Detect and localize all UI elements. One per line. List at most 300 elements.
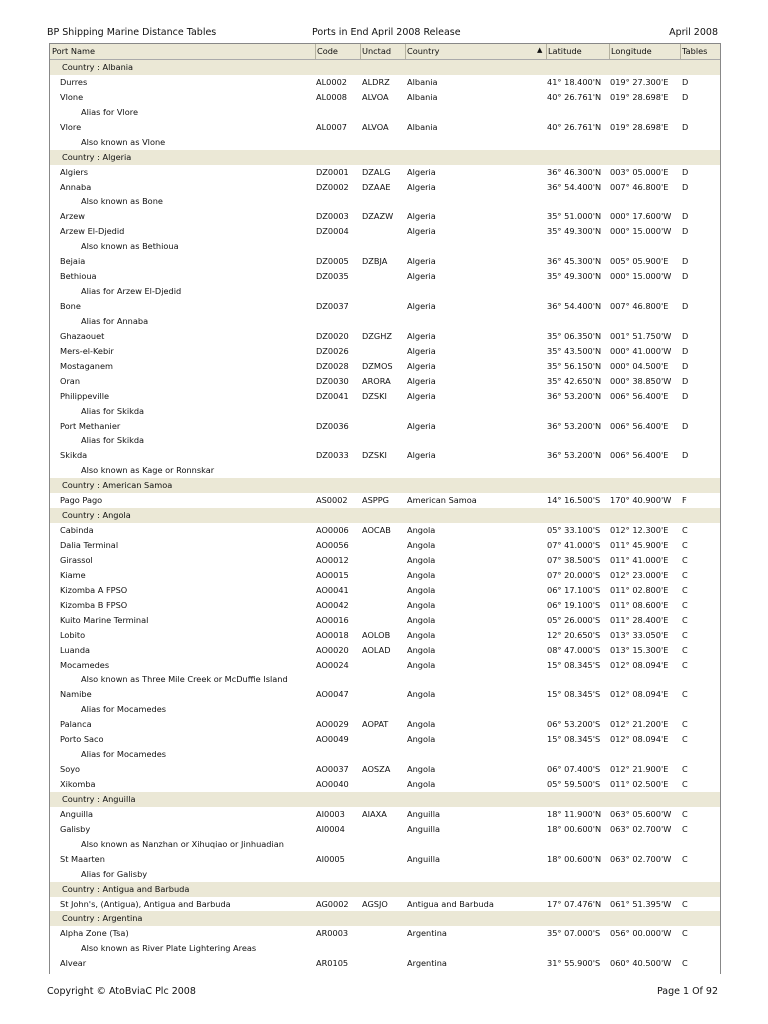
- port-row[interactable]: [50, 732, 720, 747]
- port-name-cell: Alpha Zone (Tsa): [60, 928, 129, 939]
- longitude-cell: 013° 15.300'E: [610, 644, 669, 655]
- unctad-cell: DZBJA: [362, 256, 388, 267]
- port-name-cell: Alvear: [60, 958, 87, 969]
- latitude-cell: 12° 20.650'S: [547, 629, 601, 640]
- code-cell: DZ0041: [316, 390, 349, 401]
- country-cell: Angola: [407, 629, 436, 640]
- port-row[interactable]: [50, 344, 720, 359]
- code-cell: DZ0033: [316, 450, 349, 461]
- tables-cell: C: [682, 764, 688, 775]
- column-header-latitude[interactable]: Latitude: [548, 46, 582, 56]
- country-cell: Anguilla: [407, 823, 441, 834]
- code-cell: DZ0037: [316, 301, 349, 311]
- country-cell: Algeria: [407, 450, 436, 461]
- country-cell: Angola: [407, 644, 436, 655]
- country-group-header[interactable]: [50, 792, 720, 807]
- alias-row[interactable]: [50, 463, 720, 478]
- port-name-cell: Soyo: [60, 764, 81, 775]
- port-name-cell: Kuito Marine Terminal: [60, 614, 149, 625]
- tables-cell: D: [682, 375, 689, 386]
- port-row[interactable]: [50, 448, 720, 463]
- country-cell: Algeria: [407, 271, 436, 282]
- tables-cell: D: [682, 345, 689, 356]
- latitude-cell: 07° 41.000'S: [547, 540, 601, 550]
- latitude-cell: 36° 54.400'N: [547, 181, 602, 192]
- tables-cell: C: [682, 584, 688, 595]
- port-name-cell: Bejaia: [60, 256, 86, 267]
- country-cell: Angola: [407, 554, 436, 565]
- longitude-cell: 063° 02.700'W: [610, 853, 672, 864]
- port-name-cell: Algiers: [60, 166, 89, 177]
- alias-row[interactable]: [50, 702, 720, 717]
- longitude-cell: 012° 08.094'E: [610, 734, 669, 745]
- latitude-cell: 18° 00.600'N: [547, 853, 602, 864]
- column-divider[interactable]: [405, 44, 406, 59]
- longitude-cell: 012° 08.094'E: [610, 659, 669, 670]
- latitude-cell: 36° 54.400'N: [547, 301, 602, 311]
- port-name-cell: Dalia Terminal: [60, 540, 119, 550]
- column-divider[interactable]: [609, 44, 610, 59]
- tables-cell: D: [682, 256, 689, 267]
- country-cell: Albania: [407, 121, 438, 132]
- column-header-code[interactable]: Code: [317, 46, 338, 56]
- code-cell: DZ0030: [316, 375, 349, 386]
- alias-note: Alias for Annaba: [81, 315, 149, 326]
- sort-ascending-icon: ▲: [537, 46, 543, 54]
- unctad-cell: DZSKI: [362, 450, 387, 461]
- country-cell: Anguilla: [407, 853, 441, 864]
- latitude-cell: 15° 08.345'S: [547, 734, 601, 745]
- country-cell: Algeria: [407, 375, 436, 386]
- longitude-cell: 006° 56.400'E: [610, 390, 669, 401]
- tables-cell: C: [682, 614, 688, 625]
- latitude-cell: 14° 16.500'S: [547, 495, 601, 506]
- longitude-cell: 013° 33.050'E: [610, 629, 669, 640]
- country-cell: Angola: [407, 540, 436, 550]
- unctad-cell: DZAAE: [362, 181, 391, 192]
- longitude-cell: 011° 08.600'E: [610, 599, 669, 610]
- longitude-cell: 012° 08.094'E: [610, 689, 669, 700]
- longitude-cell: 000° 38.850'W: [610, 375, 672, 386]
- unctad-cell: ARORA: [362, 375, 391, 386]
- latitude-cell: 18° 11.900'N: [547, 808, 602, 819]
- latitude-cell: 35° 56.150'N: [547, 360, 602, 371]
- country-group-header[interactable]: [50, 911, 720, 926]
- tables-cell: C: [682, 779, 688, 789]
- country-cell: Angola: [407, 525, 436, 536]
- port-name-cell: Philippeville: [60, 390, 110, 401]
- code-cell: AO0018: [316, 629, 349, 640]
- port-row[interactable]: [50, 568, 720, 583]
- longitude-cell: 019° 28.698'E: [610, 91, 669, 102]
- alias-row[interactable]: [50, 314, 720, 329]
- tables-cell: C: [682, 525, 688, 536]
- alias-row[interactable]: [50, 747, 720, 762]
- column-divider[interactable]: [546, 44, 547, 59]
- port-row[interactable]: [50, 329, 720, 344]
- longitude-cell: 000° 17.600'W: [610, 211, 672, 222]
- country-group-header[interactable]: [50, 478, 720, 493]
- port-row[interactable]: [50, 75, 720, 90]
- port-name-cell: Pago Pago: [60, 495, 103, 506]
- code-cell: AO0015: [316, 569, 349, 580]
- port-name-cell: Vlone: [60, 91, 84, 102]
- page-number: Page 1 Of 92: [656, 986, 718, 997]
- tables-cell: C: [682, 823, 688, 834]
- column-header-port-name[interactable]: Port Name: [52, 46, 95, 56]
- country-group-header[interactable]: [50, 882, 720, 897]
- country-cell: American Samoa: [407, 495, 477, 506]
- unctad-cell: AOSZA: [362, 764, 391, 775]
- country-group-header[interactable]: [50, 60, 720, 75]
- longitude-cell: 012° 23.000'E: [610, 569, 669, 580]
- port-name-cell: Porto Saco: [60, 734, 104, 745]
- port-row[interactable]: [50, 553, 720, 568]
- code-cell: AS0002: [316, 495, 348, 506]
- country-cell: Angola: [407, 599, 436, 610]
- country-cell: Angola: [407, 689, 436, 700]
- code-cell: DZ0001: [316, 166, 349, 177]
- country-group-label: Country : Albania: [62, 62, 134, 72]
- latitude-cell: 36° 46.300'N: [547, 166, 602, 177]
- port-name-cell: Lobito: [60, 629, 86, 640]
- longitude-cell: 007° 46.800'E: [610, 301, 669, 311]
- unctad-cell: DZAZW: [362, 211, 394, 222]
- tables-cell: C: [682, 599, 688, 610]
- column-header-tables[interactable]: Tables: [682, 46, 708, 56]
- tables-cell: C: [682, 554, 688, 565]
- unctad-cell: AGSJO: [362, 898, 388, 909]
- latitude-cell: 18° 00.600'N: [547, 823, 602, 834]
- tables-cell: D: [682, 450, 689, 461]
- alias-note: Also known as Three Mile Creek or McDuffie Island: [81, 674, 288, 685]
- longitude-cell: 000° 15.000'W: [610, 226, 672, 237]
- alias-note: Alias for Galisby: [81, 868, 148, 879]
- column-header-country[interactable]: Country: [407, 46, 440, 56]
- column-header-longitude[interactable]: Longitude: [611, 46, 652, 56]
- port-row[interactable]: [50, 538, 720, 553]
- country-cell: Algeria: [407, 181, 436, 192]
- country-cell: Argentina: [407, 958, 447, 969]
- port-row[interactable]: [50, 359, 720, 374]
- port-row[interactable]: [50, 807, 720, 822]
- tables-cell: D: [682, 76, 689, 87]
- tables-cell: D: [682, 211, 689, 222]
- tables-cell: D: [682, 166, 689, 177]
- country-group-label: Country : Anguilla: [62, 793, 136, 804]
- port-row[interactable]: [50, 658, 720, 673]
- latitude-cell: 06° 17.100'S: [547, 584, 601, 595]
- country-cell: Angola: [407, 584, 436, 595]
- port-row[interactable]: [50, 165, 720, 180]
- longitude-cell: 061° 51.395'W: [610, 898, 672, 909]
- port-row[interactable]: [50, 269, 720, 284]
- country-group-label: Country : American Samoa: [62, 480, 173, 491]
- alias-row[interactable]: [50, 284, 720, 299]
- alias-note: Also known as Bethioua: [81, 241, 179, 252]
- code-cell: AO0037: [316, 764, 349, 775]
- tables-cell: C: [682, 853, 688, 864]
- port-name-cell: Palanca: [60, 719, 92, 730]
- tables-cell: C: [682, 808, 688, 819]
- port-row[interactable]: [50, 254, 720, 269]
- tables-cell: D: [682, 91, 689, 102]
- alias-row[interactable]: [50, 105, 720, 120]
- port-row[interactable]: [50, 374, 720, 389]
- latitude-cell: 40° 26.761'N: [547, 121, 602, 132]
- tables-cell: F: [682, 495, 687, 506]
- latitude-cell: 15° 08.345'S: [547, 659, 601, 670]
- country-cell: Algeria: [407, 330, 436, 341]
- tables-cell: D: [682, 330, 689, 341]
- country-cell: Algeria: [407, 166, 436, 177]
- country-cell: Algeria: [407, 226, 436, 237]
- alias-note: Also known as River Plate Lightering Areas: [81, 943, 257, 954]
- port-row[interactable]: [50, 224, 720, 239]
- latitude-cell: 08° 47.000'S: [547, 644, 601, 655]
- country-cell: Anguilla: [407, 808, 441, 819]
- alias-row[interactable]: [50, 135, 720, 150]
- longitude-cell: 060° 40.500'W: [610, 958, 672, 969]
- latitude-cell: 40° 26.761'N: [547, 91, 602, 102]
- port-row[interactable]: [50, 762, 720, 777]
- port-name-cell: Kizomba B FPSO: [60, 599, 128, 610]
- port-row[interactable]: [50, 523, 720, 538]
- port-row[interactable]: [50, 209, 720, 224]
- country-group-label: Country : Antigua and Barbuda: [62, 883, 190, 894]
- port-row[interactable]: [50, 628, 720, 643]
- code-cell: AO0006: [316, 525, 349, 536]
- code-cell: DZ0005: [316, 256, 349, 267]
- alias-row[interactable]: [50, 941, 720, 956]
- longitude-cell: 006° 56.400'E: [610, 450, 669, 461]
- code-cell: AI0003: [316, 808, 345, 819]
- port-name-cell: Mostaganem: [60, 360, 113, 371]
- alias-note: Alias for Mocamedes: [81, 704, 167, 715]
- longitude-cell: 005° 05.900'E: [610, 256, 669, 267]
- unctad-cell: DZALG: [362, 166, 391, 177]
- latitude-cell: 06° 19.100'S: [547, 599, 601, 610]
- unctad-cell: ALVOA: [362, 121, 389, 132]
- port-row[interactable]: [50, 389, 720, 404]
- column-divider[interactable]: [315, 44, 316, 59]
- port-name-cell: Luanda: [60, 644, 91, 655]
- port-row[interactable]: [50, 299, 720, 314]
- port-row[interactable]: [50, 822, 720, 837]
- longitude-cell: 019° 28.698'E: [610, 121, 669, 132]
- tables-cell: C: [682, 659, 688, 670]
- longitude-cell: 011° 28.400'E: [610, 614, 669, 625]
- longitude-cell: 011° 02.800'E: [610, 584, 669, 595]
- latitude-cell: 17° 07.476'N: [547, 898, 602, 909]
- port-name-cell: Bone: [60, 301, 81, 311]
- latitude-cell: 06° 07.400'S: [547, 764, 601, 775]
- code-cell: DZ0036: [316, 420, 349, 431]
- release-title: Ports in End April 2008 Release: [312, 27, 461, 38]
- port-row[interactable]: [50, 956, 720, 971]
- longitude-cell: 012° 21.200'E: [610, 719, 669, 730]
- code-cell: AO0056: [316, 540, 349, 550]
- port-row[interactable]: [50, 90, 720, 105]
- latitude-cell: 35° 06.350'N: [547, 330, 602, 341]
- table-header: [50, 43, 720, 60]
- port-row[interactable]: [50, 493, 720, 508]
- alias-row[interactable]: [50, 672, 720, 687]
- tables-cell: D: [682, 121, 689, 132]
- tables-cell: D: [682, 226, 689, 237]
- longitude-cell: 000° 04.500'E: [610, 360, 669, 371]
- longitude-cell: 000° 15.000'W: [610, 271, 672, 282]
- port-name-cell: Cabinda: [60, 525, 94, 536]
- alias-row[interactable]: [50, 194, 720, 209]
- unctad-cell: DZSKI: [362, 390, 387, 401]
- release-date: April 2008: [669, 27, 718, 38]
- alias-row[interactable]: [50, 239, 720, 254]
- country-cell: Algeria: [407, 211, 436, 222]
- ports-table: [49, 43, 721, 974]
- page-footer: [47, 986, 718, 1000]
- longitude-cell: 006° 56.400'E: [610, 420, 669, 431]
- latitude-cell: 07° 20.000'S: [547, 569, 601, 580]
- column-header-unctad[interactable]: Unctad: [362, 46, 392, 56]
- port-row[interactable]: [50, 852, 720, 867]
- longitude-cell: 012° 21.900'E: [610, 764, 669, 775]
- port-name-cell: St Maarten: [60, 853, 105, 864]
- port-row[interactable]: [50, 120, 720, 135]
- alias-row[interactable]: [50, 433, 720, 448]
- alias-row[interactable]: [50, 837, 720, 852]
- unctad-cell: ASPPG: [362, 495, 390, 506]
- port-row[interactable]: [50, 777, 720, 792]
- latitude-cell: 35° 07.000'S: [547, 928, 601, 939]
- code-cell: DZ0026: [316, 345, 349, 356]
- port-row[interactable]: [50, 717, 720, 732]
- latitude-cell: 05° 33.100'S: [547, 525, 601, 536]
- country-cell: Angola: [407, 659, 436, 670]
- longitude-cell: 056° 00.000'W: [610, 928, 672, 939]
- country-cell: Angola: [407, 569, 436, 580]
- code-cell: AO0020: [316, 644, 349, 655]
- country-cell: Algeria: [407, 345, 436, 356]
- latitude-cell: 07° 38.500'S: [547, 554, 601, 565]
- code-cell: DZ0003: [316, 211, 349, 222]
- country-cell: Angola: [407, 614, 436, 625]
- alias-note: Alias for Vlore: [81, 106, 139, 117]
- code-cell: AL0002: [316, 76, 347, 87]
- code-cell: AO0042: [316, 599, 349, 610]
- port-name-cell: Kiame: [60, 569, 86, 580]
- port-name-cell: Namibe: [60, 689, 92, 700]
- port-name-cell: Arzew El-Djedid: [60, 226, 125, 237]
- longitude-cell: 063° 05.600'W: [610, 808, 672, 819]
- country-cell: Angola: [407, 734, 436, 745]
- port-name-cell: St John's, (Antigua), Antigua and Barbuda: [60, 898, 231, 909]
- port-row[interactable]: [50, 687, 720, 702]
- code-cell: AR0105: [316, 958, 349, 969]
- tables-cell: C: [682, 644, 688, 655]
- country-cell: Algeria: [407, 360, 436, 371]
- tables-cell: C: [682, 629, 688, 640]
- alias-row[interactable]: [50, 867, 720, 882]
- port-name-cell: Ghazaouet: [60, 330, 105, 341]
- code-cell: DZ0028: [316, 360, 349, 371]
- longitude-cell: 019° 27.300'E: [610, 76, 669, 87]
- code-cell: AI0005: [316, 853, 345, 864]
- tables-cell: D: [682, 390, 689, 401]
- latitude-cell: 36° 45.300'N: [547, 256, 602, 267]
- document-title: BP Shipping Marine Distance Tables: [47, 27, 217, 38]
- code-cell: DZ0002: [316, 181, 349, 192]
- longitude-cell: 003° 05.000'E: [610, 166, 669, 177]
- alias-note: Also known as Nanzhan or Xihuqiao or Jinhuadian: [81, 838, 284, 849]
- port-row[interactable]: [50, 897, 720, 912]
- tables-cell: D: [682, 420, 689, 431]
- page-header: [47, 27, 718, 41]
- alias-note: Alias for Arzew El-Djedid: [81, 286, 182, 297]
- column-divider[interactable]: [360, 44, 361, 59]
- latitude-cell: 06° 53.200'S: [547, 719, 601, 730]
- country-group-label: Country : Angola: [62, 510, 131, 521]
- port-name-cell: Xikomba: [60, 779, 96, 789]
- port-name-cell: Skikda: [60, 450, 88, 461]
- code-cell: AR0003: [316, 928, 349, 939]
- tables-cell: D: [682, 360, 689, 371]
- port-row[interactable]: [50, 598, 720, 613]
- port-name-cell: Mers-el-Kebir: [60, 345, 114, 356]
- column-divider[interactable]: [680, 44, 681, 59]
- country-cell: Algeria: [407, 420, 436, 431]
- code-cell: AL0008: [316, 91, 347, 102]
- tables-cell: C: [682, 689, 688, 700]
- code-cell: AL0007: [316, 121, 347, 132]
- unctad-cell: DZGHZ: [362, 330, 393, 341]
- tables-cell: C: [682, 569, 688, 580]
- longitude-cell: 007° 46.800'E: [610, 181, 669, 192]
- country-group-header[interactable]: [50, 150, 720, 165]
- port-row[interactable]: [50, 583, 720, 598]
- latitude-cell: 35° 51.000'N: [547, 211, 602, 222]
- table-body: [50, 60, 720, 971]
- code-cell: AI0004: [316, 823, 345, 834]
- country-group-label: Country : Argentina: [62, 913, 143, 924]
- alias-note: Alias for Skikda: [81, 405, 145, 416]
- country-cell: Argentina: [407, 928, 447, 939]
- port-row[interactable]: [50, 419, 720, 434]
- unctad-cell: AOCAB: [362, 525, 391, 536]
- country-cell: Algeria: [407, 256, 436, 267]
- port-name-cell: Vlore: [60, 121, 82, 132]
- port-row[interactable]: [50, 180, 720, 195]
- port-row[interactable]: [50, 613, 720, 628]
- country-group-header[interactable]: [50, 508, 720, 523]
- latitude-cell: 31° 55.900'S: [547, 958, 601, 969]
- tables-cell: C: [682, 734, 688, 745]
- unctad-cell: AIAXA: [362, 808, 387, 819]
- latitude-cell: 36° 53.200'N: [547, 420, 602, 431]
- alias-row[interactable]: [50, 404, 720, 419]
- port-row[interactable]: [50, 643, 720, 658]
- country-cell: Angola: [407, 779, 436, 789]
- latitude-cell: 05° 26.000'S: [547, 614, 601, 625]
- unctad-cell: ALDRZ: [362, 76, 390, 87]
- country-cell: Algeria: [407, 301, 436, 311]
- latitude-cell: 15° 08.345'S: [547, 689, 601, 700]
- code-cell: AO0029: [316, 719, 349, 730]
- country-group-label: Country : Algeria: [62, 151, 132, 162]
- port-row[interactable]: [50, 926, 720, 941]
- tables-cell: C: [682, 928, 688, 939]
- longitude-cell: 001° 51.750'W: [610, 330, 672, 341]
